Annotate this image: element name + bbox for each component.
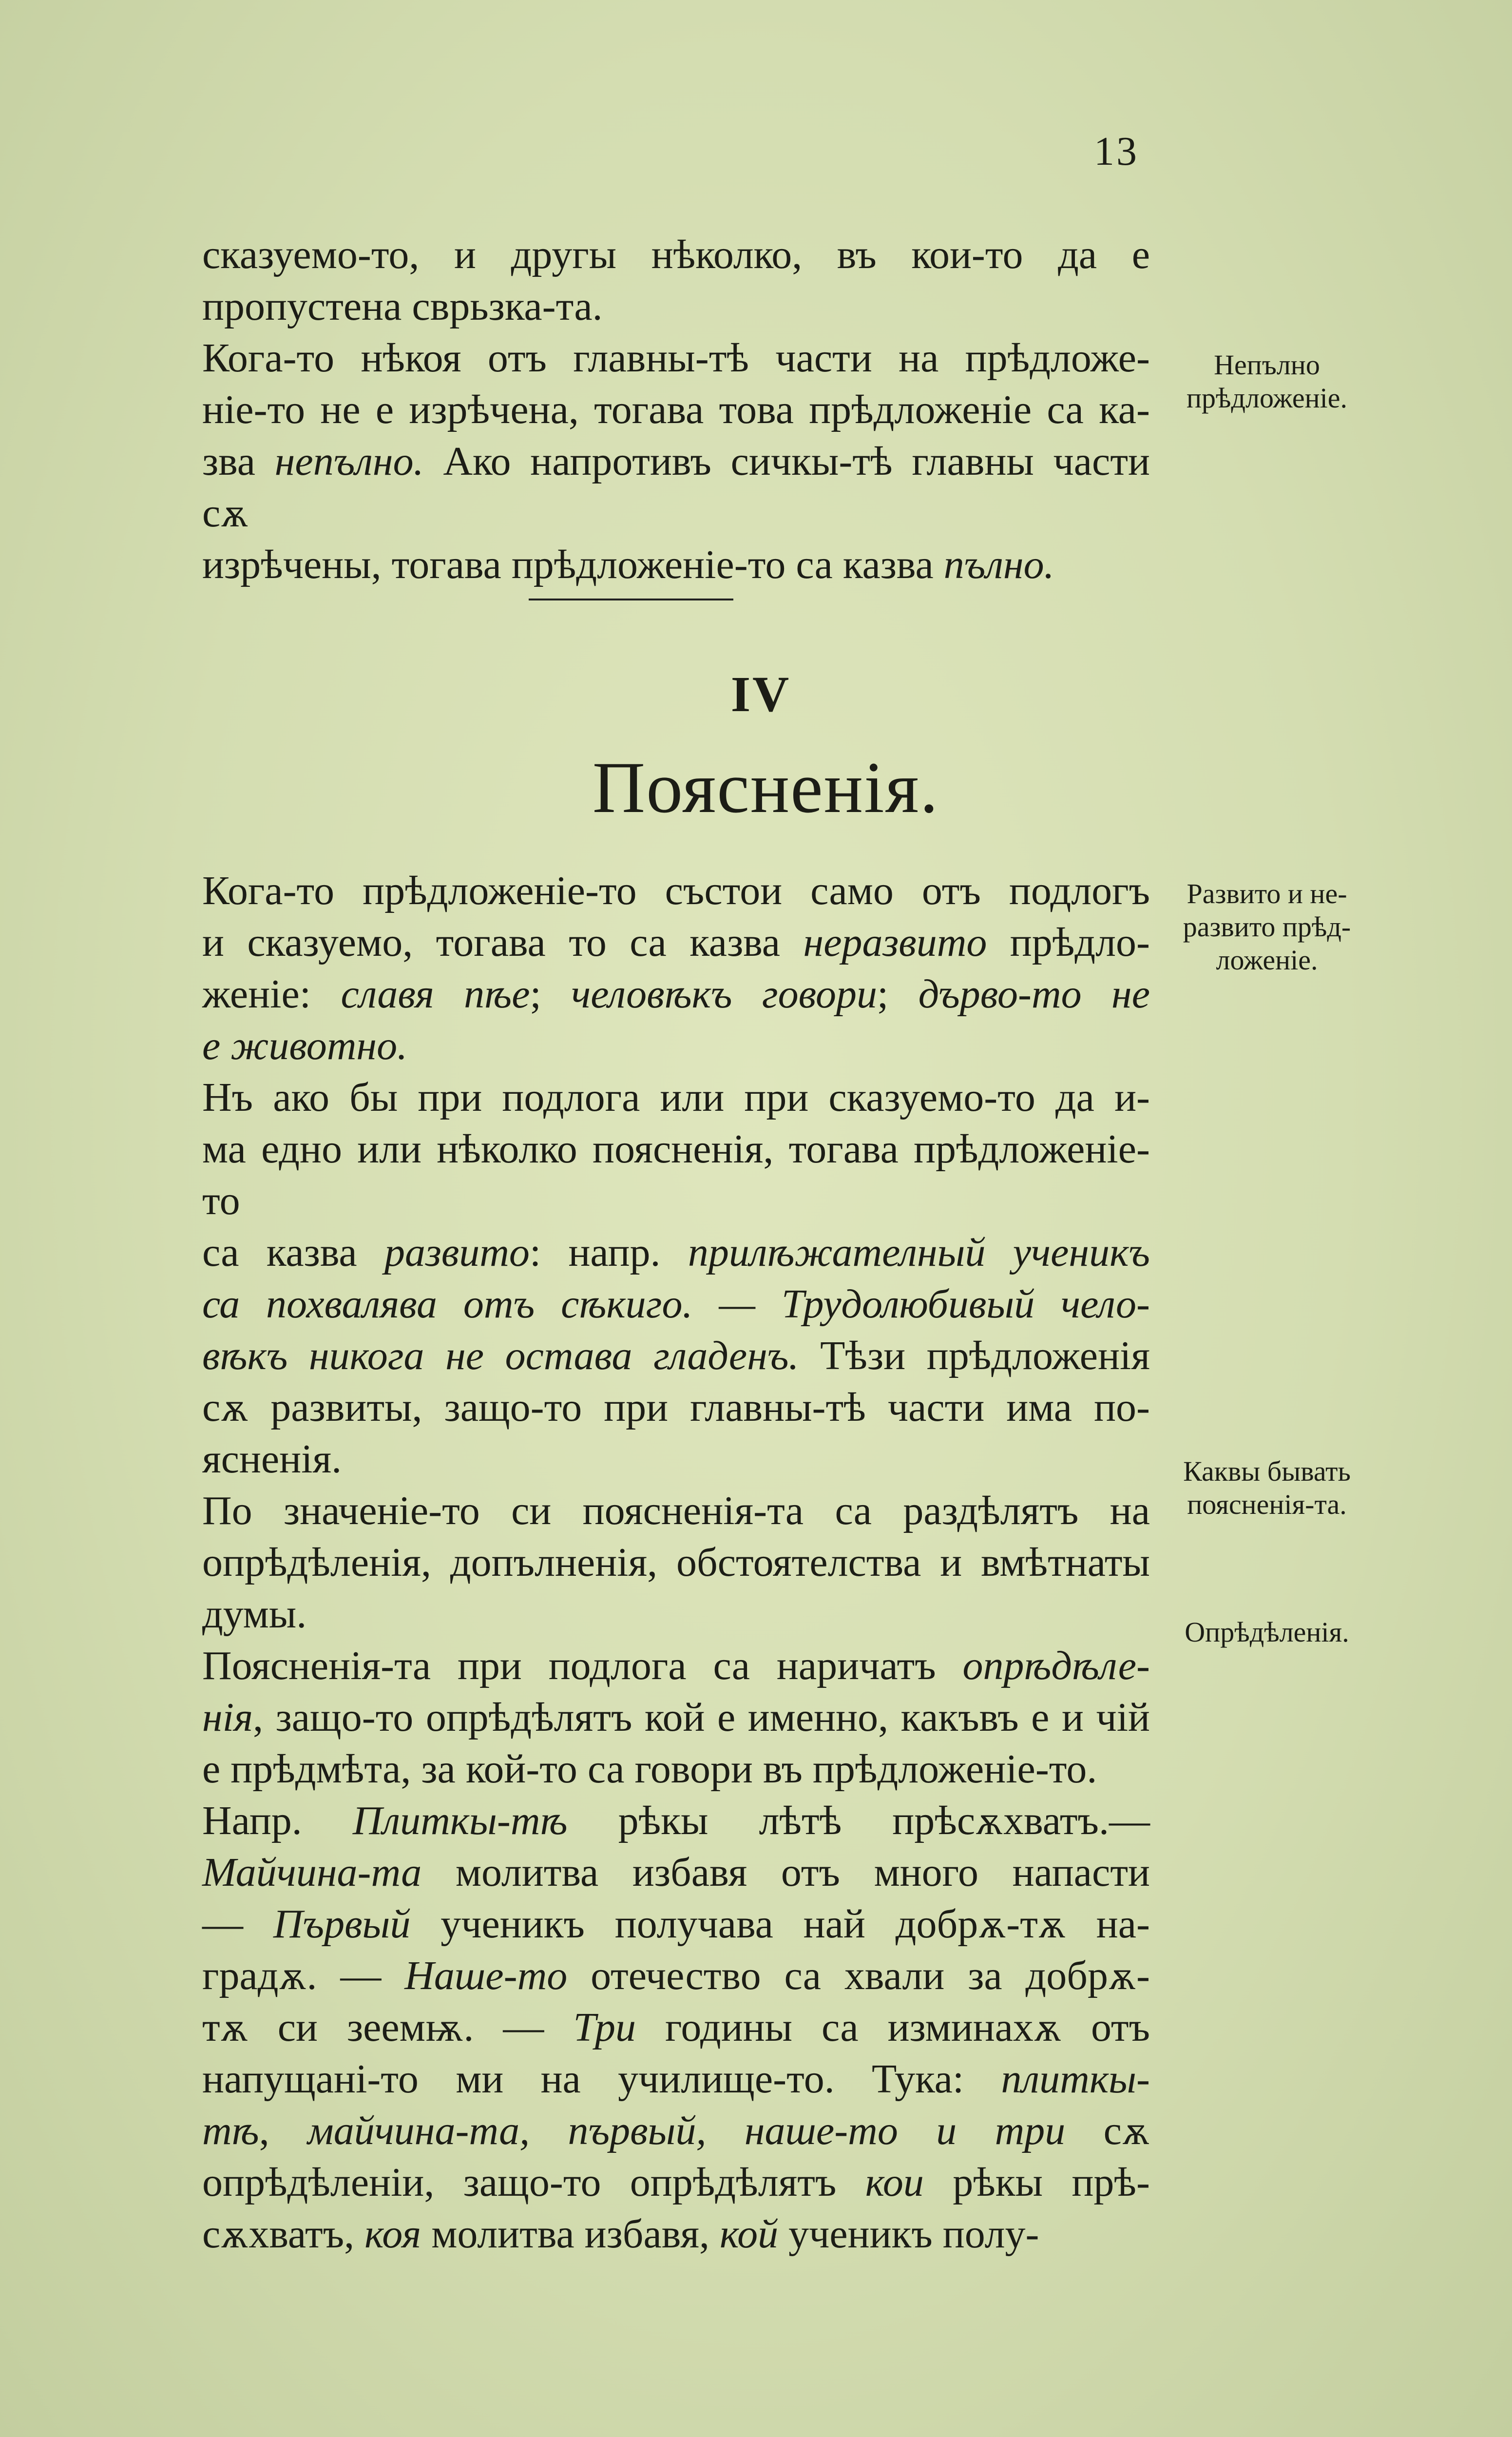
paragraph-kinds: [202, 1485, 1150, 1640]
text-line: [202, 2105, 1150, 2157]
text-line: [202, 1227, 1150, 1278]
text-fragment: и сказуемо, тогава то са казва: [202, 920, 804, 965]
section-divider: [529, 599, 733, 600]
emphasis: человѣкъ говори: [571, 971, 877, 1017]
text-fragment: молитва избавя отъ много напасти: [421, 1850, 1150, 1895]
text-fragment: годины са изминахѫ отъ: [636, 2005, 1150, 2050]
text-line: [202, 1795, 1150, 1847]
margin-note-line: развито прѣд-: [1183, 911, 1351, 943]
text-line: [202, 917, 1150, 968]
paragraph-undeveloped: [202, 865, 1150, 1072]
text-fragment: зва: [202, 439, 275, 484]
text-fragment: ученикъ полу-: [778, 2211, 1039, 2257]
emphasis: прилѣжателный ученикъ: [688, 1230, 1150, 1275]
text-line: [202, 1278, 1150, 1330]
text-line: [202, 1847, 1150, 1898]
text-line: пропустена сврьзка-та.: [202, 284, 603, 329]
text-fragment: думы.: [202, 1591, 307, 1637]
text-line: [202, 1330, 1150, 1382]
text-line: [202, 1640, 1150, 1692]
emphasis: Майчина-та: [202, 1850, 422, 1895]
text-fragment: По значеніе-то си поясненія-та са раздѣлятъ на: [202, 1488, 1150, 1533]
emphasis: славя пѣе: [341, 971, 530, 1017]
text-fragment: рѣкы прѣ-: [923, 2160, 1150, 2205]
text-fragment: опрѣдѣленія, допълненія, обстоятелства и вмѣтнаты: [202, 1540, 1150, 1585]
margin-note-line: ложеніе.: [1216, 944, 1318, 976]
emphasis: непълно.: [274, 439, 424, 484]
emphasis: дърво-то не: [918, 971, 1150, 1017]
text-fragment: ученикъ получава най добрѫ-тѫ на-: [410, 1901, 1150, 1947]
text-line: сказуемо-то, и другы нѣколко, въ кои-то да е: [202, 232, 1150, 277]
emphasis: кой: [720, 2211, 779, 2257]
text-fragment: тѫ си зеемѭ. —: [202, 2005, 574, 2050]
text-line: [202, 1382, 1150, 1433]
margin-note-definitions: [1160, 1616, 1374, 1649]
margin-note-line: Каквы бывать: [1183, 1455, 1351, 1487]
paragraph-developed: [202, 1072, 1150, 1485]
text-fragment: молитва избавя,: [421, 2211, 720, 2257]
text-line: ніе-то не е изрѣчена, тогава това прѣдложеніе са ка-: [202, 387, 1150, 432]
text-fragment: градѫ. —: [202, 1953, 405, 1998]
text-fragment: Тѣзи прѣдложенія: [799, 1333, 1150, 1378]
text-fragment: Нъ ако бы при подлога или при сказуемо-то да и-: [202, 1075, 1150, 1120]
emphasis: неразвито: [803, 920, 987, 965]
text-fragment: ма едно или нѣколко поясненія, тогава прѣдложеніе-то: [202, 1126, 1150, 1223]
paragraph-examples: [202, 1795, 1150, 2260]
text-fragment: ,: [259, 2108, 308, 2153]
text-fragment: ;: [530, 971, 572, 1017]
margin-note-line: прѣдложеніе.: [1187, 382, 1347, 414]
emphasis: Плиткы-тѣ: [352, 1798, 568, 1843]
text-line: [202, 865, 1150, 917]
body-text: [202, 865, 1150, 2260]
emphasis: нія: [202, 1695, 253, 1740]
text-fragment: Поясненія-та при подлога са наричатъ: [202, 1643, 963, 1688]
text-fragment: напущані-то ми на училище-то. Тука:: [202, 2056, 1001, 2102]
text-line: [202, 1537, 1150, 1588]
text-fragment: Напр.: [202, 1798, 353, 1843]
text-fragment: прѣдло-: [987, 920, 1150, 965]
emphasis: опрѣдѣле-: [962, 1643, 1150, 1688]
margin-note-incomplete: [1160, 348, 1374, 415]
text-fragment: : напр.: [529, 1230, 688, 1275]
text-line: [202, 1898, 1150, 1950]
margin-note-kinds: [1160, 1455, 1374, 1521]
margin-note-line: Непълно: [1214, 349, 1320, 381]
top-paragraphs: [202, 229, 1150, 591]
text-fragment: рѣкы лѣтѣ прѣсѫхватъ.—: [567, 1798, 1150, 1843]
emphasis: са похвалява отъ сѣкиго. — Трудолюбивый чело-: [202, 1281, 1150, 1327]
section-title-text: Поясненія.: [592, 747, 939, 828]
text-fragment: Ако напротивъ сичкы-тѣ главны части сѫ: [202, 439, 1150, 536]
text-line: [202, 2157, 1150, 2208]
text-line: [202, 1743, 1150, 1795]
text-line: [202, 539, 1150, 591]
text-line: [202, 1072, 1150, 1123]
text-line: [202, 968, 1150, 1020]
text-fragment: ясненія.: [202, 1436, 342, 1482]
text-fragment: е прѣдмѣта, за кой-то са говори въ прѣдложеніе-то.: [202, 1746, 1097, 1792]
text-fragment: , защо-то опрѣдѣлятъ кой е именно, какъвъ е и чій: [253, 1695, 1150, 1740]
text-line: [202, 1485, 1150, 1537]
paragraph-definitions: [202, 1640, 1150, 1795]
text-line: [202, 1433, 1150, 1485]
text-fragment: изрѣчены, тогава прѣдложеніе-то са казва: [202, 542, 944, 587]
text-fragment: ;: [877, 971, 919, 1017]
emphasis: Първый: [273, 1901, 411, 1947]
margin-note-line: Развито и не-: [1187, 878, 1347, 909]
text-fragment: са казва: [202, 1230, 384, 1275]
text-line: [202, 1692, 1150, 1743]
text-line: [202, 1588, 1150, 1640]
text-line: Кога-то нѣкоя отъ главны-тѣ части на прѣдложе-: [202, 335, 1150, 381]
emphasis: майчина-та, първый, наше-то и три: [307, 2108, 1066, 2153]
emphasis: коя: [364, 2211, 421, 2257]
text-fragment: женіе:: [202, 971, 341, 1017]
text-fragment: Кога-то прѣдложеніе-то състои само отъ подлогъ: [202, 868, 1150, 913]
margin-note-line: Опрѣдѣленія.: [1185, 1616, 1349, 1648]
emphasis: плиткы-: [1001, 2056, 1150, 2102]
section-title: [0, 746, 1512, 830]
text-line: [202, 2002, 1150, 2053]
text-line: [202, 1123, 1150, 1227]
text-fragment: сѫхватъ,: [202, 2211, 365, 2257]
emphasis: Три: [573, 2005, 636, 2050]
text-fragment: сѫ развиты, защо-то при главны-тѣ части има по-: [202, 1385, 1150, 1430]
emphasis: е животно.: [202, 1023, 408, 1068]
margin-note-line: поясненія-та.: [1187, 1489, 1347, 1520]
text-fragment: опрѣдѣленіи, защо-то опрѣдѣлятъ: [202, 2160, 865, 2205]
text-line: [202, 2208, 1150, 2260]
text-line: [202, 2053, 1150, 2105]
margin-note-developed: [1160, 877, 1374, 977]
emphasis: Наше-то: [404, 1953, 568, 1998]
text-line: [202, 1950, 1150, 2002]
text-line: [202, 1020, 1150, 1072]
emphasis: тѣ: [202, 2108, 259, 2153]
section-number-text: IV: [730, 666, 791, 722]
text-fragment: —: [202, 1901, 273, 1947]
page-number: 13: [1094, 129, 1139, 174]
text-fragment: отечество са хвали за добрѫ-: [567, 1953, 1150, 1998]
text-fragment: сѫ: [1065, 2108, 1150, 2153]
section-number: [0, 665, 1512, 723]
emphasis: пълно.: [943, 542, 1054, 587]
emphasis: кои: [865, 2160, 924, 2205]
emphasis: развито: [384, 1230, 530, 1275]
emphasis: вѣкъ никога не остава гладенъ.: [202, 1333, 799, 1378]
text-line: [202, 436, 1150, 539]
